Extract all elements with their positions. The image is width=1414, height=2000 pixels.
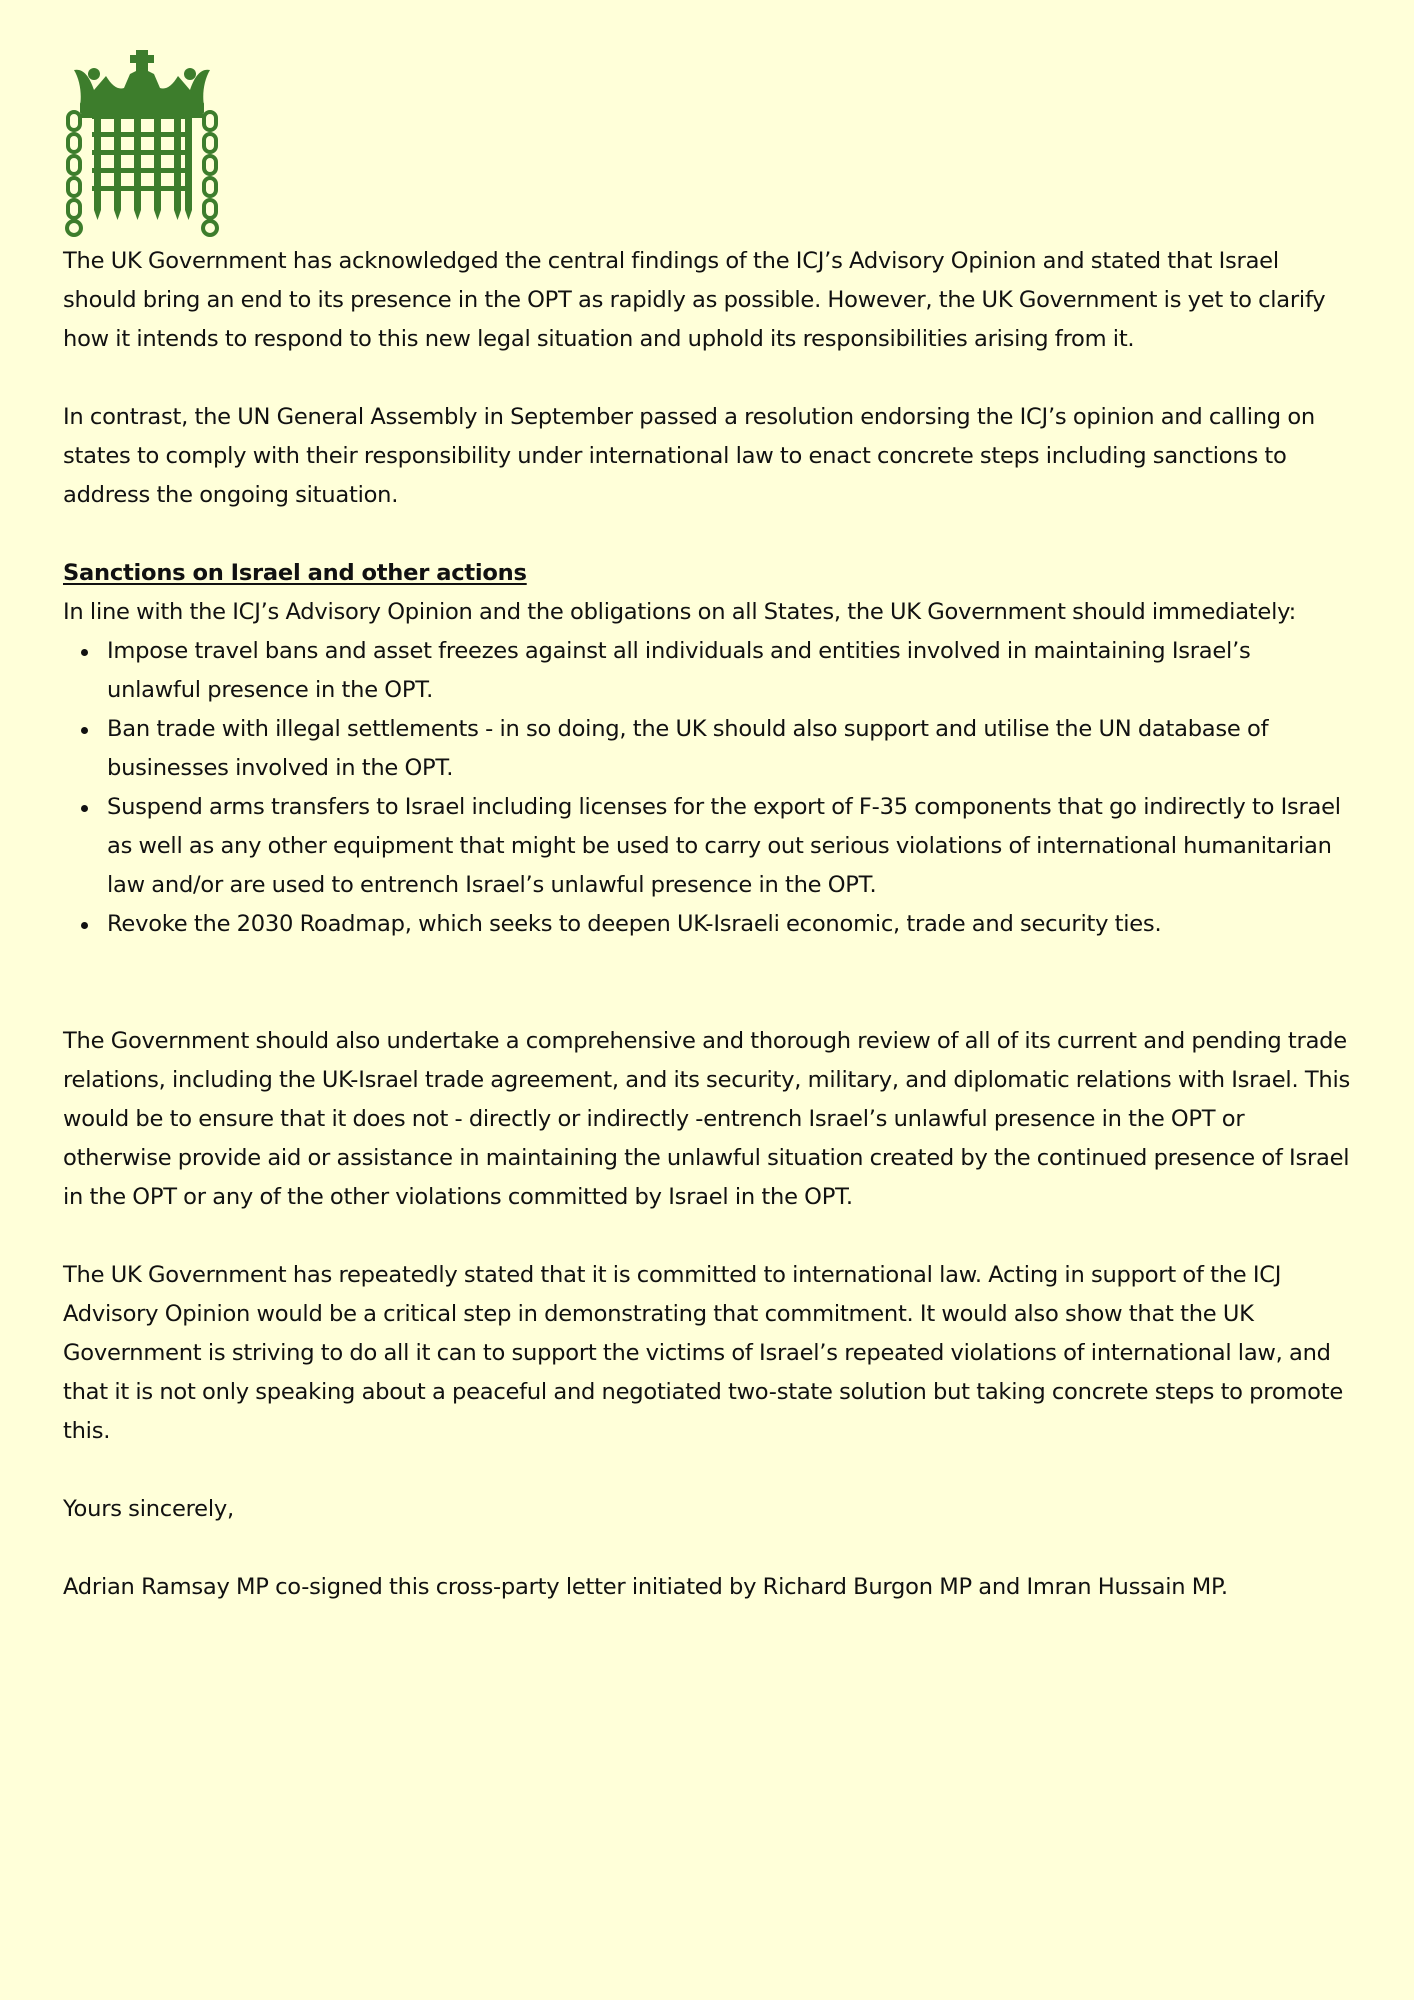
letter-body [63, 242, 1350, 1607]
sanctions-lead: In line with the ICJ’s Advisory Opinion and the obligations on all States, the UK Government should immediately: [63, 599, 1296, 625]
contrast-paragraph: In contrast, the UN General Assembly in September passed a resolution endorsing the ICJ’s opinion and calling on states to comply with their responsibility under international law to enact concrete steps including sanctions to address the ongoing situation. [63, 404, 1315, 508]
closing-salutation: Yours sincerely, [63, 1496, 234, 1522]
sanctions-heading: Sanctions on Israel and other actions [63, 560, 527, 586]
paragraph-spacer [63, 515, 1350, 554]
paragraph-spacer [63, 1451, 1350, 1490]
review-paragraph: The Government should also undertake a comprehensive and thorough review of all of its current and pending trade relations, including the UK-Israel trade agreement, and its security, military, and diplomatic relations with Israel. This would be to ensure that it does not - directly or indirectly -entrench Israel’s unlawful presence in the OPT or otherwise provide aid or assistance in maintaining the unlawful situation created by the continued presence of Israel in the OPT or any of the other violations committed by Israel in the OPT. [63, 1028, 1350, 1210]
paragraph-spacer [63, 944, 1350, 1022]
list-item: Impose travel bans and asset freezes against all individuals and entities involved in maintaining Israel’s unlawful presence in the OPT. [63, 632, 1350, 710]
list-item: Suspend arms transfers to Israel including licenses for the export of F-35 components that go indirectly to Israel as well as any other equipment that might be used to carry out serious violations of international humanitarian law and/or are used to entrench Israel’s unlawful presence in the OPT. [63, 788, 1350, 905]
sanctions-list [63, 632, 1350, 944]
portcullis-icon [64, 50, 220, 238]
list-item: Revoke the 2030 Roadmap, which seeks to deepen UK-Israeli economic, trade and security ties. [63, 905, 1350, 944]
paragraph-spacer [63, 1217, 1350, 1256]
list-item: Ban trade with illegal settlements - in so doing, the UK should also support and utilise the UN database of businesses involved in the OPT. [63, 710, 1350, 788]
commitment-paragraph: The UK Government has repeatedly stated that it is committed to international law. Acting in support of the ICJ Advisory Opinion would be a critical step in demonstrating that commitment. It would also show that the UK Government is striving to do all it can to support the victims of Israel’s repeated violations of international law, and that it is not only speaking about a peaceful and negotiated two-state solution but taking concrete steps to promote this. [63, 1262, 1343, 1444]
paragraph-spacer [63, 359, 1350, 398]
intro-paragraph: The UK Government has acknowledged the central findings of the ICJ’s Advisory Opinion and stated that Israel should bring an end to its presence in the OPT as rapidly as possible. However, the UK Government is yet to clarify how it intends to respond to this new legal situation and uphold its responsibilities arising from it. [63, 248, 1326, 352]
signature-note: Adrian Ramsay MP co-signed this cross-party letter initiated by Richard Burgon MP and Imran Hussain MP. [63, 1574, 1228, 1600]
paragraph-spacer [63, 1529, 1350, 1568]
